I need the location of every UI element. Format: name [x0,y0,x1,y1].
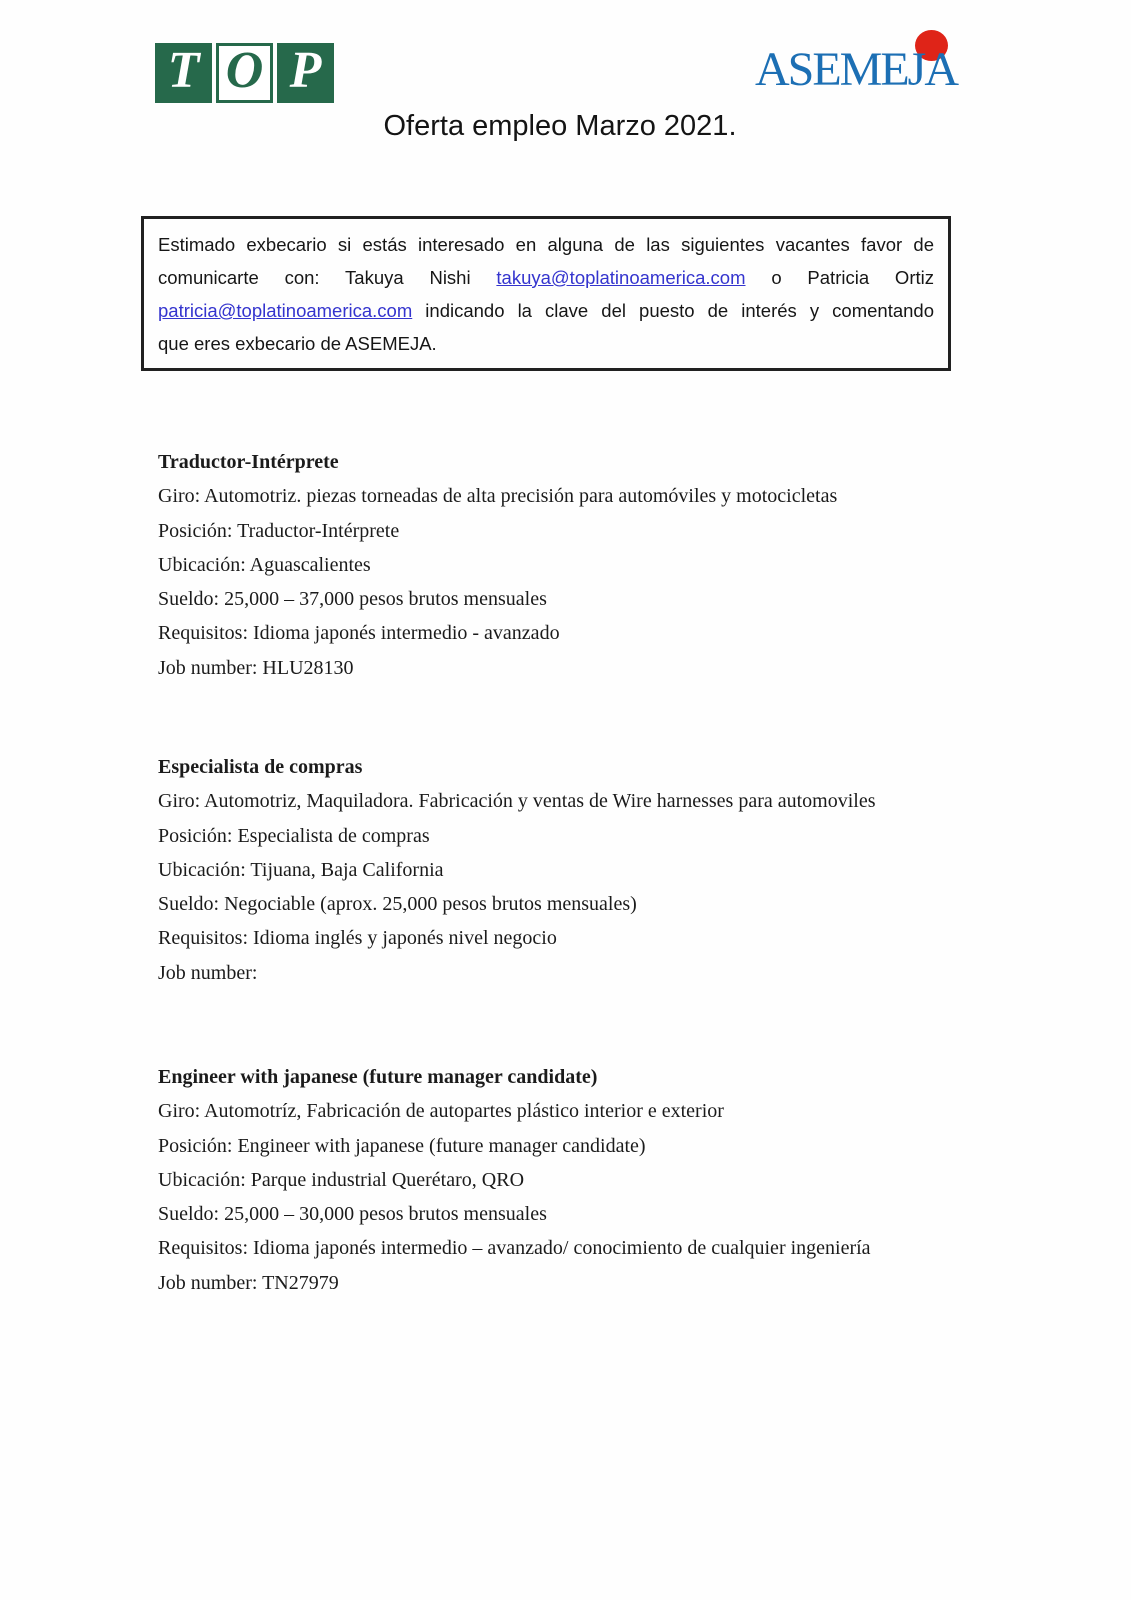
job-line-requisitos: Requisitos: Idioma japonés intermedio – avanzado/ conocimiento de cualquier ingeniería [158,1237,871,1260]
job-line-sueldo: Sueldo: 25,000 – 30,000 pesos brutos mensuales [158,1203,547,1226]
top-logo [155,43,334,103]
job-line-giro: Giro: Automotriz. piezas torneadas de alta precisión para automóviles y motocicletas [158,485,838,508]
notice-line [158,327,934,360]
asemeja-logo [755,30,970,110]
job-title: Traductor-Intérprete [158,451,339,473]
top-logo-letter-t: T [155,43,212,103]
job-title: Engineer with japanese (future manager candidate) [158,1066,598,1088]
email-link-patricia[interactable]: patricia@toplatinoamerica.com [158,300,413,321]
notice-text: indicando la clave del puesto de interés y comentando [412,300,934,321]
asemeja-logo-text: ASEMEJA [755,43,958,96]
job-section-especialista-de-compras [158,750,988,990]
job-line-job-number: Job number: HLU28130 [158,656,354,679]
notice-text: Estimado exbecario si estás interesado en alguna de las siguientes vacantes favor de [158,234,934,255]
job-line-sueldo: Sueldo: 25,000 – 37,000 pesos brutos mensuales [158,588,547,611]
notice-text: o Patricia Ortiz [745,267,934,288]
job-line-ubicacion: Ubicación: Tijuana, Baja California [158,858,444,881]
job-line-ubicacion: Ubicación: Aguascalientes [158,553,371,576]
job-section-traductor-interprete [158,445,988,685]
notice-line [158,294,934,327]
job-line-giro: Giro: Automotriz, Maquiladora. Fabricación y ventas de Wire harnesses para automoviles [158,790,876,813]
job-line-posicion: Posición: Especialista de compras [158,824,430,847]
page-title: Oferta empleo Marzo 2021. [383,110,737,142]
job-line-job-number: Job number: TN27979 [158,1271,339,1294]
notice-box [141,216,951,371]
top-logo-letter-p: P [277,43,334,103]
job-line-requisitos: Requisitos: Idioma inglés y japonés nivel negocio [158,927,557,950]
job-section-engineer-with-japanese [158,1060,988,1300]
notice-text: que eres exbecario de ASEMEJA. [158,333,437,354]
notice-text: comunicarte con: Takuya Nishi [158,267,497,288]
job-title: Especialista de compras [158,756,363,778]
top-logo-letter-o: O [216,43,273,103]
job-line-job-number: Job number: [158,961,258,984]
notice-line [158,228,934,261]
job-line-posicion: Posición: Engineer with japanese (future manager candidate) [158,1134,646,1157]
job-line-sueldo: Sueldo: Negociable (aprox. 25,000 pesos brutos mensuales) [158,893,637,916]
job-line-requisitos: Requisitos: Idioma japonés intermedio - avanzado [158,622,560,645]
job-line-giro: Giro: Automotríz, Fabricación de autopartes plástico interior e exterior [158,1100,724,1123]
email-link-takuya[interactable]: takuya@toplatinoamerica.com [496,267,746,288]
job-line-posicion: Posición: Traductor-Intérprete [158,519,400,542]
notice-line [158,261,934,294]
job-line-ubicacion: Ubicación: Parque industrial Querétaro, QRO [158,1168,525,1191]
